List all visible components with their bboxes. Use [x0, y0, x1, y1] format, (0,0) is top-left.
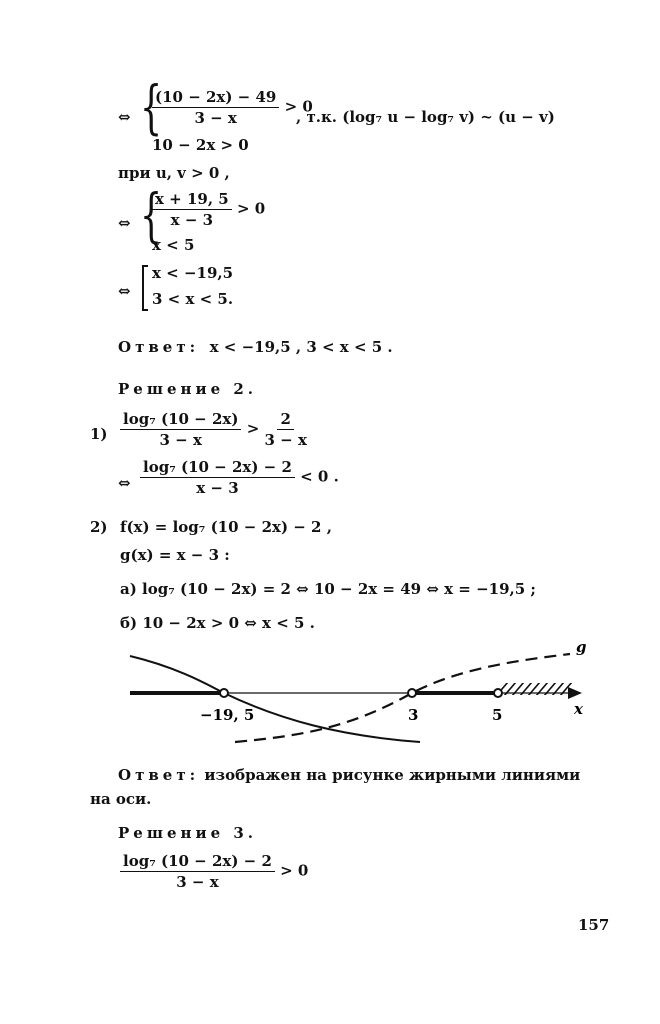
tick-label: 5: [492, 706, 503, 724]
solution-3-inequality: $\frac{\text{log₇ (10 − 2x) − 2}}{3 - x}$ > 0: [120, 852, 308, 891]
point-minus-19-5: [220, 689, 228, 697]
answer-1: Ответ: x < −19,5 , 3 < x < 5 .: [118, 338, 393, 356]
since-clause: , т.к. (log₇ u − log₇ v) ~ (u − v): [296, 108, 555, 126]
point-3: [408, 689, 416, 697]
page-number: 157: [578, 916, 610, 934]
x-label: x: [574, 700, 583, 718]
equivalence-symbol: ⇔: [118, 282, 131, 300]
excluded-region-hatch: [496, 682, 572, 696]
equivalence-symbol: ⇔: [118, 108, 131, 126]
step-1-result: $\frac{\text{log₇ (10 − 2x) − 2}}{x - 3}$ < 0 .: [140, 458, 339, 497]
answer-2-continued: на оси.: [90, 790, 152, 808]
g-curve: [235, 654, 570, 742]
union-bracket: [142, 265, 148, 311]
f-definition: f(x) = log₇ (10 − 2x) − 2 ,: [120, 518, 332, 536]
number-line-figure: [100, 638, 600, 758]
condition-line: при u, v > 0 ,: [118, 164, 230, 182]
equivalence-symbol: ⇔: [118, 214, 131, 232]
answer-2: Ответ: изображен на рисунке жирными линиями: [118, 766, 581, 784]
step-1-inequality: $\frac{\text{log₇ (10 − 2x)}}{3 - x}$ > $\frac{2}{3 - x}$: [120, 410, 307, 449]
system-brace: {: [140, 73, 163, 141]
union-line-2: 3 < x < 5.: [152, 290, 234, 308]
step-2-number: 2): [90, 518, 108, 536]
system-2-condition: x < 5: [152, 236, 195, 254]
system-1-condition: 10 − 2x > 0: [152, 136, 249, 154]
tick-label: 3: [408, 706, 419, 724]
step-1-number: 1): [90, 425, 108, 443]
system-brace: {: [140, 181, 163, 249]
f-curve: [130, 656, 420, 742]
system-1-inequality: $\frac{(10 - 2x) - 49}{3 - x}$ > 0: [152, 88, 313, 127]
g-label: g: [576, 638, 587, 656]
equivalence-symbol: ⇔: [118, 474, 131, 492]
point-5: [494, 689, 502, 697]
union-line-1: x < −19,5: [152, 264, 234, 282]
solution-2-title: Решение 2.: [118, 380, 258, 398]
axis-arrow: [568, 687, 582, 699]
tick-label: −19, 5: [200, 706, 255, 724]
solution-3-title: Решение 3.: [118, 824, 258, 842]
g-definition: g(x) = x − 3 :: [120, 546, 230, 564]
step-2b: б) 10 − 2x > 0 ⇔ x < 5 .: [120, 614, 315, 632]
system-2-inequality: $\frac{x + 19, 5}{x - 3}$ > 0: [152, 190, 265, 229]
step-2a: а) log₇ (10 − 2x) = 2 ⇔ 10 − 2x = 49 ⇔ x = −19,5 ;: [120, 580, 536, 598]
